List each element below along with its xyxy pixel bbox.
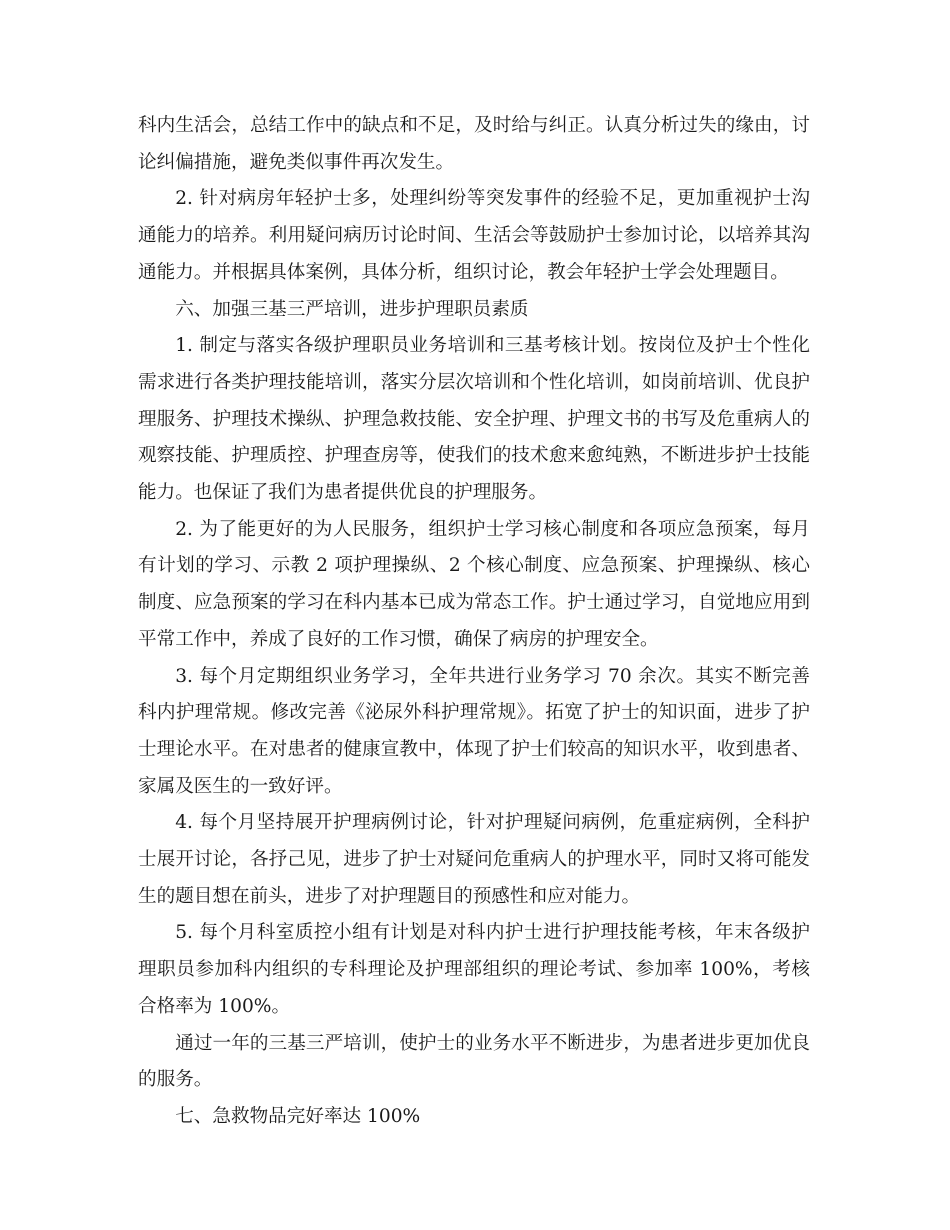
paragraph: 2. 针对病房年轻护士多，处理纠纷等突发事件的经验不足，更加重视护士沟通能力的培养。利用疑问病历讨论时间、生活会等鼓励护士参加讨论，以培养其沟通能力。并根据具体案例，具体分析，组织讨论，教会年轻护士学会处理题目。 — [138, 188, 810, 283]
paragraph: 4. 每个月坚持展开护理病例讨论，针对护理疑问病例，危重症病例，全科护士展开讨论，各抒己见，进步了护士对疑问危重病人的护理水平，同时又将可能发生的题目想在前头，进步了对护理题目的预感性和应对能力。 — [138, 812, 810, 907]
paragraph: 3. 每个月定期组织业务学习，全年共进行业务学习 70 余次。其实不断完善科内护理常规。修改完善《泌尿外科护理常规》。拓宽了护士的知识面，进步了护士理论水平。在对患者的健康宣教中，体现了护士们较高的知识水平，收到患者、家属及医生的一致好评。 — [138, 665, 810, 797]
paragraph: 通过一年的三基三严培训，使护士的业务水平不断进步，为患者进步更加优良的服务。 — [138, 1032, 810, 1091]
section-heading: 七、急救物品完好率达 100% — [175, 1105, 421, 1127]
document-page — [138, 108, 810, 1136]
paragraph: 5. 每个月科室质控小组有计划是对科内护士进行护理技能考核，年末各级护理职员参加科内组织的专科理论及护理部组织的理论考试、参加率 100%，考核合格率为 100%。 — [138, 922, 810, 1017]
paragraph: 科内生活会，总结工作中的缺点和不足，及时给与纠正。认真分析过失的缘由，讨论纠偏措施，避免类似事件再次发生。 — [138, 115, 810, 173]
paragraph: 1. 制定与落实各级护理职员业务培训和三基考核计划。按岗位及护士个性化需求进行各类护理技能培训，落实分层次培训和个性化培训，如岗前培训、优良护理服务、护理技术操纵、护理急救技能、安全护理、护理文书的书写及危重病人的观察技能、护理质控、护理查房等，使我们的技术愈来愈纯熟，不断进步护士技能能力。也保证了我们为患者提供优良的护理服务。 — [138, 335, 810, 504]
paragraph: 2. 为了能更好的为人民服务，组织护士学习核心制度和各项应急预案，每月有计划的学习、示教 2 项护理操纵、2 个核心制度、应急预案、护理操纵、核心制度、应急预案的学习在科内基本已成为常态工作。护士通过学习，自觉地应用到平常工作中，养成了良好的工作习惯，确保了病房的护理安全。 — [138, 518, 810, 650]
section-heading: 六、加强三基三严培训，进步护理职员素质 — [175, 298, 529, 320]
